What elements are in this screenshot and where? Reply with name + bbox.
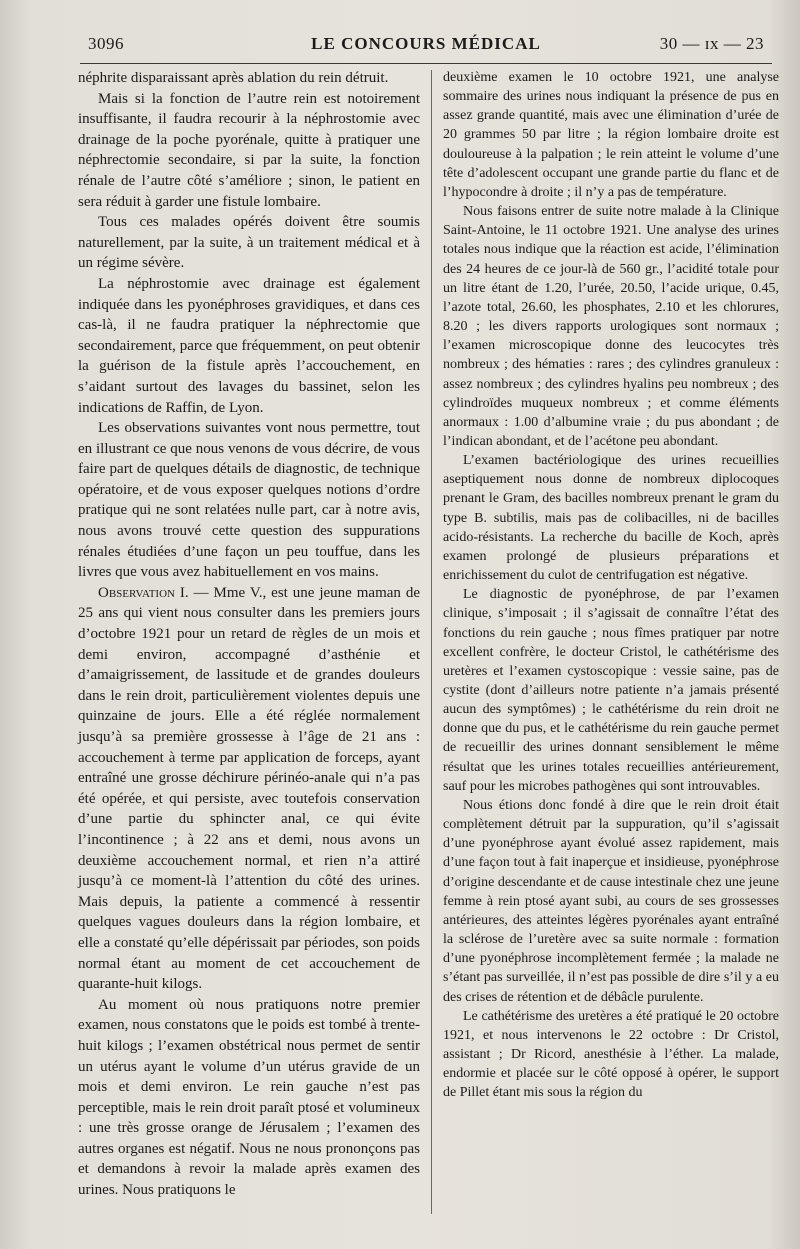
paragraph: Mais si la fonction de l’autre rein est notoirement insuffisante, il faudra recourir à la néphrostomie avec drainage de la poche pyorénale, quitte à pratiquer une néphrectomie secondaire, si par la suite, la fonction rénale de l’autre côté s’améliore ; sinon, le patient en sera réduit à garder une fistule lombaire. [78, 90, 420, 210]
paragraph: Nous faisons entrer de suite notre malade à la Clinique Saint-Antoine, le 11 octobre 1921. Une analyse des urines totales nous indique que la réaction est acide, l’élimination des 24 heures de ce jour-là de 560 gr., l’acidité totale pour un litre étant de 1.20, l’urée, 20.50, l’acide urique, 0.45, l’azote total, 26.60, les phosphates, 2.10 et les chlorures, 8.20 ; les divers rapports urologiques sont normaux ; l’examen microscopique donne des leucocytes très nombreux ; des hématies : rares ; des cylindres granuleux : assez nombreux ; des cylindres hyalins peu nombreux ; des cylindroïdes muqueux nombreux ; et comme éléments anormaux : 1.00 d’albumine vraie ; du pus abondant ; de l’indican abondant, et de l’acétone peu abondant. [443, 204, 779, 449]
paragraph: Le diagnostic de pyonéphrose, de par l’examen clinique, s’imposait ; il s’agissait de connaître l’état des fonctions du rein gauche ; nous fîmes pratiquer par notre excellent confrère, le docteur Cristol, le cathétérisme des uretères et l’examen cystoscopique : vessie saine, pas de cystite (dont d’ailleurs notre patiente n’a jamais présenté aucun des symptômes) ; le cathétérisme du rein droit ne donne que du pus, et le cathétérisme du rein gauche permet de recueillir des urines donnant sensiblement le même résultat que les urines totales recueillies antérieurement, sauf pour les microbes pathogènes qui sont introuvables. [443, 587, 779, 794]
observation-label: Observation I. [98, 584, 189, 601]
paragraph: Le cathétérisme des uretères a été pratiqué le 20 octobre 1921, et nous intervenons le 22 octobre : Dr Cristol, assistant ; Dr Ricord, anesthésie à l’éther. La malade, endormie et placée sur le côté opposé à opérer, le support de Pillet étant mis sous la région du [443, 1008, 779, 1101]
paragraph: La néphrostomie avec drainage est également indiquée dans les pyonéphroses gravidiques, et dans ces cas-là, il ne faudra pratiquer la néphrectomie que secondairement, parce que fréquemment, on peut obtenir la guérison de la fistule après l’accouchement, en s’aidant surtout des lavages du bassinet, selon les indications de Raffin, de Lyon. [78, 275, 420, 416]
paragraph: Tous ces malades opérés doivent être soumis naturellement, par la suite, à un traitement médical et à un régime sévère. [78, 214, 420, 272]
header-rule [80, 63, 772, 64]
page-header [88, 34, 764, 62]
observation-paragraph [78, 583, 420, 995]
paragraph: deuxième examen le 10 octobre 1921, une analyse sommaire des urines nous indiquant la présence de pus en assez grande quantité, mais avec une élimination d’urée de 20 grammes 50 par litre ; la région lombaire droite est douloureuse à la palpation ; le rein atteint le volume d’une tête d’adolescent occupant une grande partie du flanc et de l’hypocondre à droite ; il n’y a pas de température. [443, 70, 779, 200]
left-column [78, 68, 420, 1201]
paragraph: néphrite disparaissant après ablation du rein détruit. [78, 70, 389, 86]
paragraph: L’examen bactériologique des urines recueillies aseptiquement nous donne de nombreux diplocoques prenant le Gram, des bacilles nombreux prenant le gram du type B. subtilis, mais pas de colibacilles, ni de bacilles acido-résistants. La recherche du bacille de Koch, après examen prolongé de plusieurs préparations et enrichissement du culot de centrifugation est négative. [443, 453, 779, 584]
issue-date: 30 — ɪx — 23 [659, 34, 764, 53]
right-column [443, 68, 779, 1102]
page-number: 3096 [88, 34, 124, 53]
observation-text: — Mme V., est une jeune maman de 25 ans qui vient nous consulter dans les premiers jours d’octobre 1921 pour un retard de règles de un mois et demi environ, accompagné d’asthénie et d’amaigrissement, de lassitude et de grandes douleurs dans le rein droit, particulièrement violentes depuis une quinzaine de jours. Elle a été réglée normalement jusqu’à sa première grossesse à l’âge de 21 ans : accouchement à terme par application de forceps, ayant entraîné une grosse déchirure périnéo-anale qui n’a pas été opérée, et qui persiste, avec toutefois conservation d’une partie du sphincter anal, ce qui évite l’incontinence ; à 22 ans et demi, nous avons un deuxième accouchement normal, et rien n’a attiré jusqu’à ce moment-là l’attention du côté des urines. Mais depuis, la patiente a commencé à ressentir quelques vagues douleurs dans la région lombaire, et elle a constaté qu’elle dépérissait par périodes, son poids normal étant au moment de cet accouchement de quarante-huit kilogs. [78, 584, 421, 993]
paragraph: Au moment où nous pratiquons notre premier examen, nous constatons que le poids est tombé à trente-huit kilogs ; l’examen obstétrical nous permet de sentir un utérus ayant le volume d’un utérus gravide de un mois et demi environ. Le rein gauche n’est pas perceptible, mais le rein droit paraît ptosé et volumineux : une très grosse orange de Jérusalem ; l’examen des autres organes est négatif. Nous ne nous prononçons pas et demandons à revoir la malade après examen des urines. Nous pratiquons le [78, 996, 420, 1199]
paragraph: Nous étions donc fondé à dire que le rein droit était complètement détruit par la suppuration, qu’il s’agissait d’une pyonéphrose ayant évolué assez rapidement, mais d’une façon tout à fait inaperçue et insidieuse, pyonéphrose d’origine descendante et de cause intestinale chez une jeune femme à rein ptosé ayant subi, au cours de ses grossesses antérieures, des atteintes légères pyorénales ayant entraîné la sclérose de l’uretère avec sa suite normale : formation d’une pyonéphrose incomplètement fermée ; la malade ne s’étant pas surveillée, il n’est pas possible de dire s’il y a eu des crises de rétention et de débâcle purulente. [443, 797, 779, 1005]
journal-title: LE CONCOURS MÉDICAL [311, 34, 541, 53]
paragraph: Les observations suivantes vont nous permettre, tout en illustrant ce que nous venons de vous décrire, de vous faire part de quelques détails de diagnostic, de technique opératoire, et de vous exposer quelques notions d’ordre pratique qui ne sont relatées nulle part, car à notre avis, nous avons trouvé cette question des suppurations rénales étudiées d’une façon un peu touffue, dans les livres que vous avez habituellement en vos mains. [78, 420, 420, 581]
column-divider [431, 70, 432, 1214]
